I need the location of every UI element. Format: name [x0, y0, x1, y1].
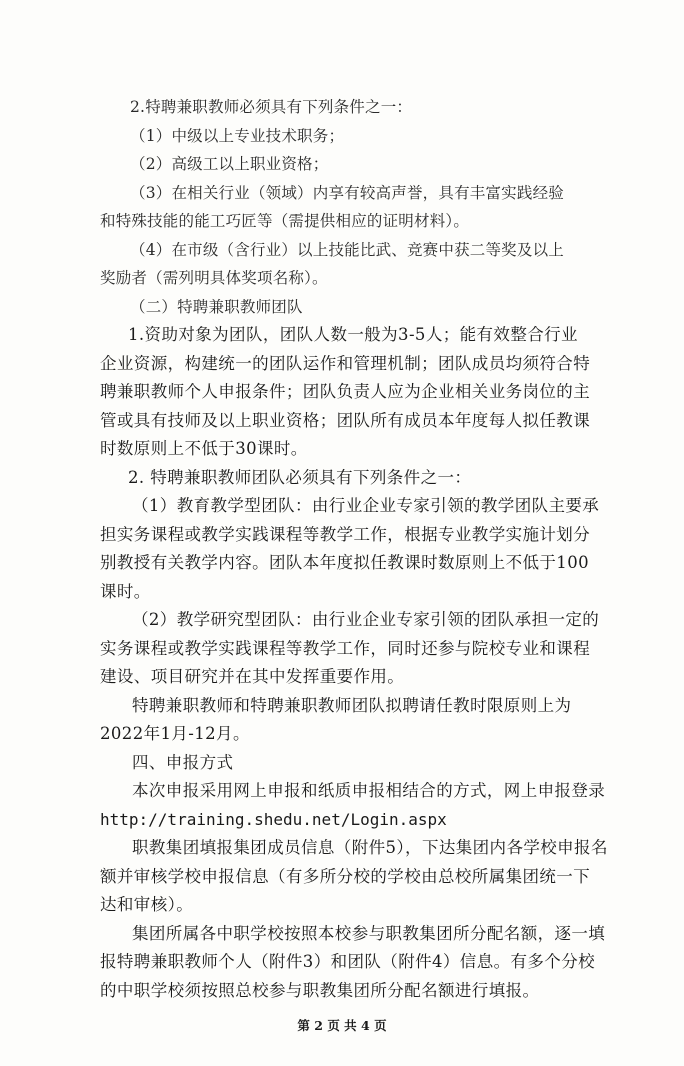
text-line: 奖励者（需列明具体奖项名称）。	[100, 269, 328, 287]
text-line: （1）中级以上专业技术职务；	[130, 127, 345, 145]
text-line: （3）在相关行业（领域）内享有较高声誉，具有丰富实践经验	[130, 184, 564, 202]
text-line: 和特殊技能的能工巧匠等（需提供相应的证明材料）。	[100, 212, 470, 230]
text-line: 管或具有技师及以上职业资格；团队所有成员本年度每人拟任教课	[100, 411, 591, 430]
text-line: （2）高级工以上职业资格；	[130, 155, 329, 173]
text-line: 额并审核学校申报信息（有多所分校的学校由总校所属集团统一下	[100, 867, 591, 886]
text-line: 2.特聘兼职教师必须具有下列条件之一：	[130, 98, 413, 116]
text-line: 担实务课程或教学实践课程等教学工作，根据专业教学实施计划分	[100, 525, 591, 544]
text-line: 集团所属各中职学校按照本校参与职教集团所分配名额，逐一填	[132, 924, 606, 943]
login-url: http://training.shedu.net/Login.aspx	[100, 810, 447, 829]
text-line: 建设、项目研究并在其中发挥重要作用。	[100, 667, 405, 686]
text-line: 达和审核）。	[100, 895, 194, 914]
text-line: 1.资助对象为团队，团队人数一般为3-5人；能有效整合行业	[128, 325, 578, 344]
text-line: （4）在市级（含行业）以上技能比武、竞赛中获二等奖及以上	[130, 241, 564, 259]
text-line: 的中职学校须按照总校参与职教集团所分配名额进行填报。	[100, 981, 540, 1000]
text-line: 聘兼职教师个人申报条件；团队负责人应为企业相关业务岗位的主	[100, 382, 591, 401]
text-line: （2）教学研究型团队：由行业企业专家引领的团队承担一定的	[132, 610, 600, 629]
text-line: 实务课程或教学实践课程等教学工作，同时还参与院校专业和课程	[100, 639, 591, 658]
page-footer: 第 2 页 共 4 页	[297, 1018, 387, 1033]
text-line: 别教授有关教学内容。团队本年度拟任教课时数原则上不低于100	[100, 553, 589, 572]
text-line: 职教集团填报集团成员信息（附件5），下达集团内各学校申报名	[132, 838, 608, 857]
text-line: 本次申报采用网上申报和纸质申报相结合的方式，网上申报登录	[132, 781, 606, 800]
text-line: 课时。	[100, 582, 151, 601]
text-line: 特聘兼职教师和特聘兼职教师团队拟聘请任教时限原则上为	[132, 696, 572, 715]
text-line: 时数原则上不低于30课时。	[100, 439, 308, 458]
text-line: 2. 特聘兼职教师团队必须具有下列条件之一：	[128, 468, 472, 487]
section-heading: 四、申报方式	[132, 753, 234, 772]
text-line: 企业资源，构建统一的团队运作和管理机制；团队成员均须符合特	[100, 354, 591, 373]
text-line: （二）特聘兼职教师团队	[130, 298, 303, 316]
text-line: （1）教育教学型团队：由行业企业专家引领的教学团队主要承	[132, 496, 600, 515]
text-line: 2022年1月-12月。	[100, 724, 250, 743]
text-line: 报特聘兼职教师个人（附件3）和团队（附件4）信息。有多个分校	[100, 952, 595, 971]
